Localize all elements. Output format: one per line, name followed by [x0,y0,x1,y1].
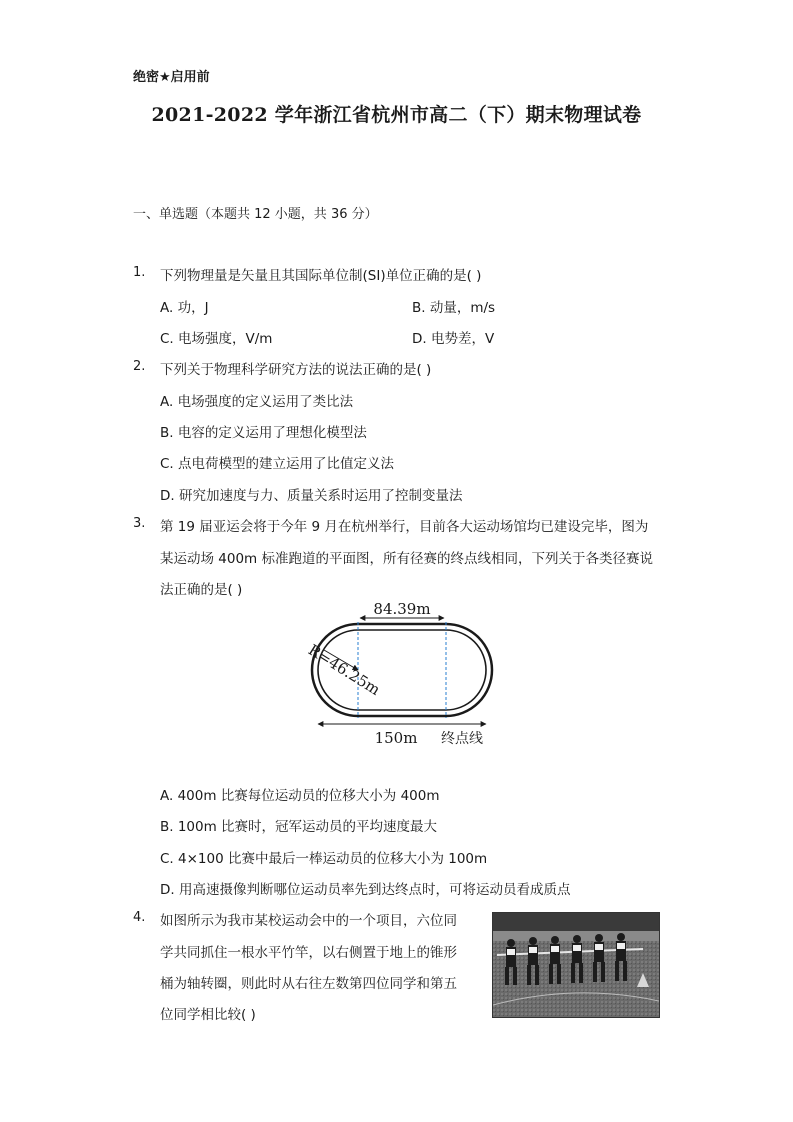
option-d: D. 用高速摄像判断哪位运动员率先到达终点时，可将运动员看成质点 [160,882,571,898]
sports-photo [492,912,660,1018]
exam-title: 2021-2022 学年浙江省杭州市高二（下）期末物理试卷 [151,104,642,126]
top-length-label: 84.39m [373,600,431,618]
question-text-line: 桶为轴转圈，则此时从右往左数第四位同学和第五 [160,976,457,992]
option-c: C. 点电荷模型的建立运用了比值定义法 [160,456,395,472]
bottom-length-label: 150m [374,729,418,747]
question-number: 3. [133,516,146,531]
question-text: 下列物理量是矢量且其国际单位制(SI)单位正确的是( ) [160,268,482,284]
question-text-line: 第 19 届亚运会将于今年 9 月在杭州举行，目前各大运动场馆均已建设完毕，图为 [160,519,649,535]
option-b: B. 100m 比赛时，冠军运动员的平均速度最大 [160,819,438,835]
track-diagram [300,596,500,752]
question-text-line: 如图所示为我市某校运动会中的一个项目，六位同 [160,913,457,929]
secret-mark: 绝密★启用前 [133,70,210,85]
option-c: C. 4×100 比赛中最后一棒运动员的位移大小为 100m [160,851,488,867]
question-text-line: 位同学相比较( ) [160,1007,256,1023]
question-text: 下列关于物理科学研究方法的说法正确的是( ) [160,362,432,378]
question-number: 2. [133,359,146,374]
radius-label: R=46.25m [305,640,384,699]
option-a: A. 功，J [160,300,209,316]
option-c: C. 电场强度，V/m [160,331,273,347]
question-text-line: 学共同抓住一根水平竹竿，以右侧置于地上的锥形 [160,945,457,961]
option-b: B. 电容的定义运用了理想化模型法 [160,425,367,441]
option-d: D. 电势差，V [412,331,495,347]
question-text-line: 法正确的是( ) [160,582,243,598]
option-d: D. 研究加速度与力、质量关系时运用了控制变量法 [160,488,463,504]
question-number: 1. [133,265,146,280]
question-text-line: 某运动场 400m 标准跑道的平面图，所有径赛的终点线相同，下列关于各类径赛说 [160,551,653,567]
option-a: A. 电场强度的定义运用了类比法 [160,394,354,410]
option-a: A. 400m 比赛每位运动员的位移大小为 400m [160,788,440,804]
section-heading: 一、单选题（本题共 12 小题，共 36 分） [133,207,378,222]
option-b: B. 动量，m/s [412,300,496,316]
finish-line-label: 终点线 [441,731,483,747]
question-number: 4. [133,910,146,925]
